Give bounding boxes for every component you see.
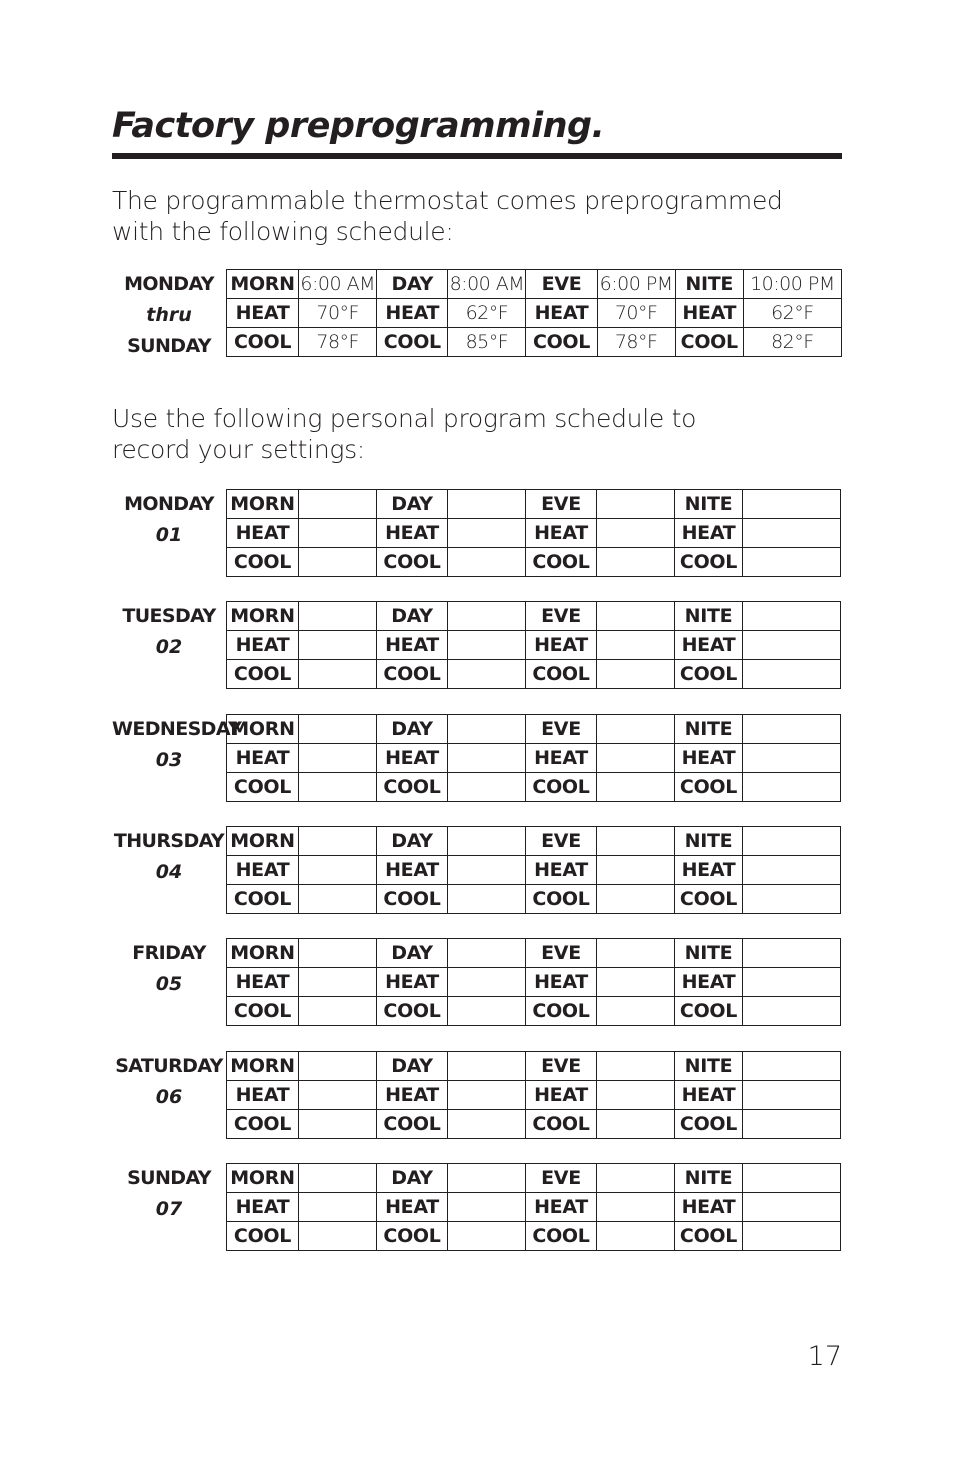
table-row: [227, 997, 841, 1026]
setting-label: DAY: [377, 490, 448, 519]
table-row: [227, 772, 841, 801]
setting-label: HEAT: [377, 299, 448, 328]
entry-cell: [597, 490, 675, 519]
entry-cell: [299, 602, 377, 631]
entry-cell: [597, 997, 675, 1026]
entry-cell: [299, 660, 377, 689]
setting-label: HEAT: [526, 968, 597, 997]
setting-label: HEAT: [675, 1080, 743, 1109]
setting-label: COOL: [377, 884, 448, 913]
setting-label: COOL: [675, 772, 743, 801]
setting-label: NITE: [675, 826, 743, 855]
setting-label: COOL: [526, 548, 597, 577]
entry-cell: [743, 772, 841, 801]
setting-label: COOL: [675, 1109, 743, 1138]
setting-value: 82°F: [743, 328, 841, 357]
table-row: [227, 548, 841, 577]
setting-value: 70°F: [597, 299, 675, 328]
entry-cell: [448, 660, 526, 689]
entry-cell: [743, 490, 841, 519]
entry-cell: [743, 602, 841, 631]
entry-cell: [597, 772, 675, 801]
setting-label: NITE: [675, 490, 743, 519]
day-label: [112, 938, 226, 1000]
setting-label: HEAT: [675, 299, 743, 328]
entry-cell: [743, 1192, 841, 1221]
setting-label: HEAT: [377, 1192, 448, 1221]
setting-label: COOL: [675, 328, 743, 357]
setting-label: HEAT: [377, 519, 448, 548]
setting-label: COOL: [227, 660, 299, 689]
day-name: WEDNESDAY: [112, 717, 242, 740]
entry-cell: [299, 714, 377, 743]
setting-label: NITE: [675, 1051, 743, 1080]
setting-label: EVE: [526, 270, 597, 299]
entry-cell: [448, 714, 526, 743]
setting-label: HEAT: [675, 968, 743, 997]
setting-label: DAY: [377, 826, 448, 855]
setting-label: COOL: [526, 328, 597, 357]
entry-cell: [597, 1109, 675, 1138]
entry-cell: [299, 997, 377, 1026]
entry-cell: [448, 997, 526, 1026]
setting-label: HEAT: [227, 519, 299, 548]
setting-label: HEAT: [227, 855, 299, 884]
setting-value: 10:00 PM: [743, 270, 841, 299]
day-number: 03: [155, 748, 183, 771]
entry-cell: [448, 884, 526, 913]
setting-label: HEAT: [227, 299, 299, 328]
setting-label: COOL: [675, 997, 743, 1026]
entry-cell: [597, 1192, 675, 1221]
entry-cell: [743, 884, 841, 913]
instruction-paragraph: Use the following personal program schedule to record your settings:: [112, 404, 697, 464]
factory-day-line: thru: [146, 304, 192, 326]
entry-cell: [299, 968, 377, 997]
factory-day-label: [112, 269, 226, 362]
day-label: [112, 1163, 226, 1225]
day-name: SUNDAY: [127, 1166, 211, 1189]
day-schedule-table: [226, 489, 841, 577]
setting-label: NITE: [675, 602, 743, 631]
setting-value: 6:00 AM: [299, 270, 377, 299]
entry-cell: [743, 855, 841, 884]
entry-cell: [299, 772, 377, 801]
entry-cell: [299, 826, 377, 855]
setting-label: DAY: [377, 714, 448, 743]
entry-cell: [448, 1192, 526, 1221]
setting-value: 70°F: [299, 299, 377, 328]
setting-label: NITE: [675, 1163, 743, 1192]
entry-cell: [743, 743, 841, 772]
entry-cell: [299, 1080, 377, 1109]
setting-label: EVE: [526, 826, 597, 855]
entry-cell: [299, 1109, 377, 1138]
day-label: [112, 714, 242, 776]
setting-label: COOL: [675, 660, 743, 689]
setting-value: 62°F: [743, 299, 841, 328]
setting-label: HEAT: [227, 743, 299, 772]
day-number: 04: [155, 860, 183, 883]
setting-label: HEAT: [526, 743, 597, 772]
setting-label: EVE: [526, 714, 597, 743]
day-name: MONDAY: [124, 493, 214, 515]
setting-label: NITE: [675, 939, 743, 968]
entry-cell: [299, 1051, 377, 1080]
entry-cell: [448, 939, 526, 968]
setting-label: DAY: [377, 1051, 448, 1080]
table-row: [227, 299, 842, 328]
entry-cell: [743, 1109, 841, 1138]
day-number: 05: [155, 973, 183, 996]
entry-cell: [743, 548, 841, 577]
day-number: 06: [155, 1085, 183, 1108]
table-row: [227, 714, 841, 743]
setting-label: MORN: [227, 714, 299, 743]
setting-label: MORN: [227, 602, 299, 631]
setting-value: 78°F: [299, 328, 377, 357]
factory-schedule-table: [226, 269, 842, 357]
setting-label: HEAT: [526, 855, 597, 884]
factory-day-line: SUNDAY: [127, 335, 211, 357]
day-schedule-table: [226, 601, 841, 689]
entry-cell: [597, 1051, 675, 1080]
day-schedule-table: [226, 1163, 841, 1251]
entry-cell: [597, 1221, 675, 1250]
entry-cell: [448, 743, 526, 772]
setting-label: HEAT: [675, 631, 743, 660]
setting-label: HEAT: [377, 631, 448, 660]
entry-cell: [597, 939, 675, 968]
entry-cell: [448, 968, 526, 997]
setting-label: HEAT: [526, 631, 597, 660]
entry-cell: [743, 631, 841, 660]
setting-label: EVE: [526, 1163, 597, 1192]
setting-label: DAY: [377, 602, 448, 631]
entry-cell: [448, 519, 526, 548]
entry-cell: [743, 1080, 841, 1109]
setting-label: HEAT: [377, 968, 448, 997]
setting-label: COOL: [675, 548, 743, 577]
entry-cell: [448, 631, 526, 660]
entry-cell: [299, 1192, 377, 1221]
day-schedule-table: [226, 714, 841, 802]
entry-cell: [448, 1163, 526, 1192]
table-row: [227, 1163, 841, 1192]
setting-label: COOL: [377, 772, 448, 801]
entry-cell: [448, 855, 526, 884]
table-row: [227, 1221, 841, 1250]
table-row: [227, 631, 841, 660]
setting-value: 78°F: [597, 328, 675, 357]
setting-label: HEAT: [377, 855, 448, 884]
entry-cell: [597, 884, 675, 913]
table-row: [227, 884, 841, 913]
setting-label: COOL: [227, 328, 299, 357]
entry-cell: [299, 743, 377, 772]
entry-cell: [743, 1051, 841, 1080]
entry-cell: [448, 602, 526, 631]
table-row: [227, 1192, 841, 1221]
setting-label: COOL: [227, 884, 299, 913]
day-schedule-table: [226, 938, 841, 1026]
entry-cell: [597, 855, 675, 884]
setting-label: COOL: [377, 1109, 448, 1138]
entry-cell: [743, 1221, 841, 1250]
setting-label: COOL: [526, 772, 597, 801]
setting-label: COOL: [675, 1221, 743, 1250]
entry-cell: [448, 490, 526, 519]
entry-cell: [299, 548, 377, 577]
setting-label: NITE: [675, 714, 743, 743]
table-row: [227, 660, 841, 689]
table-row: [227, 328, 842, 357]
entry-cell: [448, 1080, 526, 1109]
entry-cell: [597, 1080, 675, 1109]
title-rule: [112, 153, 842, 159]
entry-cell: [597, 631, 675, 660]
setting-label: EVE: [526, 602, 597, 631]
setting-label: COOL: [227, 1221, 299, 1250]
day-name: SATURDAY: [115, 1054, 223, 1077]
setting-label: COOL: [377, 328, 448, 357]
entry-cell: [448, 772, 526, 801]
entry-cell: [743, 997, 841, 1026]
entry-cell: [448, 548, 526, 577]
setting-label: COOL: [526, 1221, 597, 1250]
day-name: TUESDAY: [122, 605, 216, 628]
table-row: [227, 1051, 841, 1080]
entry-cell: [597, 519, 675, 548]
setting-label: EVE: [526, 1051, 597, 1080]
setting-label: HEAT: [526, 1192, 597, 1221]
entry-cell: [743, 714, 841, 743]
table-row: [227, 1080, 841, 1109]
setting-label: DAY: [377, 939, 448, 968]
page-number: 17: [807, 1341, 842, 1372]
setting-value: 8:00 AM: [448, 270, 526, 299]
setting-label: DAY: [377, 270, 448, 299]
day-label: [112, 601, 226, 663]
table-row: [227, 968, 841, 997]
setting-label: HEAT: [675, 1192, 743, 1221]
entry-cell: [743, 968, 841, 997]
entry-cell: [597, 660, 675, 689]
setting-label: HEAT: [675, 743, 743, 772]
entry-cell: [597, 602, 675, 631]
table-row: [227, 490, 841, 519]
factory-day-line: MONDAY: [124, 273, 214, 295]
setting-label: HEAT: [675, 855, 743, 884]
setting-label: HEAT: [227, 1080, 299, 1109]
setting-label: MORN: [227, 939, 299, 968]
setting-label: COOL: [377, 997, 448, 1026]
setting-label: HEAT: [526, 519, 597, 548]
entry-cell: [597, 548, 675, 577]
setting-label: HEAT: [377, 1080, 448, 1109]
setting-label: MORN: [227, 826, 299, 855]
intro-paragraph: The programmable thermostat comes preprogrammed with the following schedule:: [112, 186, 783, 246]
entry-cell: [597, 968, 675, 997]
entry-cell: [299, 1163, 377, 1192]
setting-label: MORN: [227, 490, 299, 519]
page-title: Factory preprogramming.: [112, 106, 605, 146]
setting-label: NITE: [675, 270, 743, 299]
table-row: [227, 519, 841, 548]
setting-label: COOL: [227, 548, 299, 577]
setting-label: HEAT: [526, 1080, 597, 1109]
table-row: [227, 939, 841, 968]
entry-cell: [299, 631, 377, 660]
entry-cell: [448, 1221, 526, 1250]
table-row: [227, 602, 841, 631]
setting-label: HEAT: [227, 968, 299, 997]
setting-label: HEAT: [227, 631, 299, 660]
setting-label: COOL: [526, 660, 597, 689]
day-schedule-table: [226, 1051, 841, 1139]
entry-cell: [299, 519, 377, 548]
setting-label: COOL: [227, 997, 299, 1026]
day-name: THURSDAY: [113, 829, 225, 852]
setting-label: MORN: [227, 270, 299, 299]
table-row: [227, 826, 841, 855]
entry-cell: [597, 1163, 675, 1192]
setting-label: EVE: [526, 939, 597, 968]
day-label: [112, 489, 226, 551]
entry-cell: [299, 490, 377, 519]
day-number: 07: [155, 1197, 183, 1220]
day-label: [112, 1051, 226, 1113]
day-label: [112, 826, 226, 888]
day-name: FRIDAY: [132, 942, 206, 965]
day-number: 01: [155, 524, 183, 546]
entry-cell: [448, 1051, 526, 1080]
day-number: 02: [155, 636, 183, 659]
setting-label: COOL: [227, 772, 299, 801]
setting-label: HEAT: [377, 743, 448, 772]
setting-label: HEAT: [675, 519, 743, 548]
setting-value: 62°F: [448, 299, 526, 328]
setting-label: EVE: [526, 490, 597, 519]
entry-cell: [743, 519, 841, 548]
setting-label: HEAT: [227, 1192, 299, 1221]
setting-label: COOL: [377, 660, 448, 689]
entry-cell: [743, 1163, 841, 1192]
entry-cell: [743, 660, 841, 689]
setting-label: COOL: [526, 1109, 597, 1138]
setting-value: 85°F: [448, 328, 526, 357]
entry-cell: [448, 1109, 526, 1138]
setting-label: MORN: [227, 1163, 299, 1192]
setting-label: COOL: [227, 1109, 299, 1138]
setting-label: COOL: [675, 884, 743, 913]
day-schedule-table: [226, 826, 841, 914]
setting-label: COOL: [377, 1221, 448, 1250]
setting-label: HEAT: [526, 299, 597, 328]
entry-cell: [299, 884, 377, 913]
entry-cell: [743, 826, 841, 855]
setting-value: 6:00 PM: [597, 270, 675, 299]
entry-cell: [299, 939, 377, 968]
setting-label: DAY: [377, 1163, 448, 1192]
setting-label: MORN: [227, 1051, 299, 1080]
entry-cell: [299, 1221, 377, 1250]
table-row: [227, 1109, 841, 1138]
entry-cell: [597, 826, 675, 855]
entry-cell: [299, 855, 377, 884]
table-row: [227, 743, 841, 772]
entry-cell: [597, 743, 675, 772]
setting-label: COOL: [526, 884, 597, 913]
table-row: [227, 855, 841, 884]
entry-cell: [743, 939, 841, 968]
entry-cell: [448, 826, 526, 855]
entry-cell: [597, 714, 675, 743]
table-row: [227, 270, 842, 299]
setting-label: COOL: [526, 997, 597, 1026]
setting-label: COOL: [377, 548, 448, 577]
